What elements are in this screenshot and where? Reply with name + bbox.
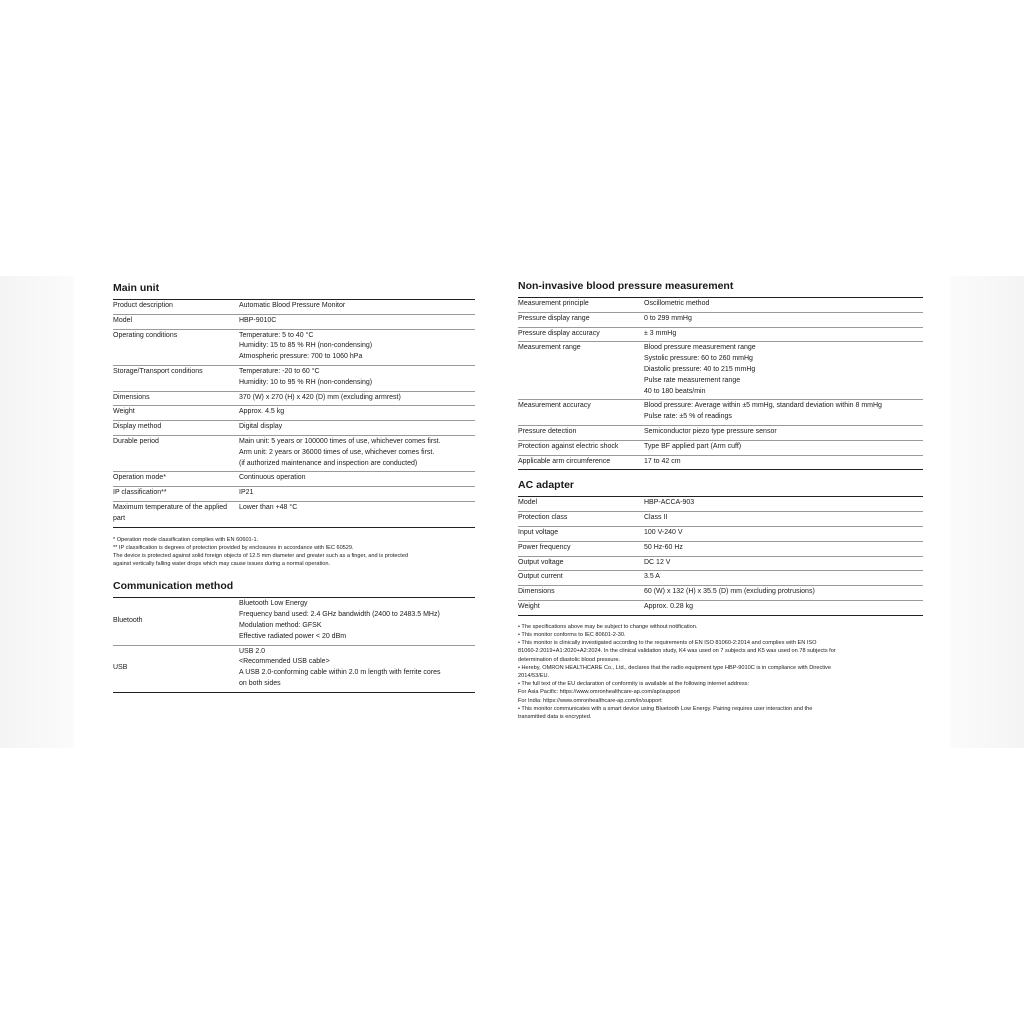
spec-label: Model [518, 497, 644, 512]
nibp-table [518, 297, 923, 470]
note-line: For Asia Pacific: https://www.omronhealthcare-ap.com/ap/support [518, 689, 680, 696]
spec-label: Bluetooth [113, 598, 239, 645]
spec-value-line: Approx. 0.28 kg [644, 602, 694, 610]
note-line: 2014/53/EU. [518, 672, 550, 679]
note-line: transmitted data is encrypted. [518, 713, 592, 720]
table-row [113, 421, 475, 436]
spec-label: Operating conditions [113, 329, 239, 365]
spec-label: Protection class [518, 512, 644, 527]
spec-value-line: Atmospheric pressure: 700 to 1060 hPa [239, 353, 363, 361]
left-margin-shade [0, 276, 74, 748]
spec-label: Measurement range [518, 342, 644, 400]
note-line: The device is protected against solid foreign objects of 12.5 mm diameter and greater such as a finger, and is protected [113, 552, 409, 559]
table-row [518, 425, 923, 440]
communication-table [113, 597, 475, 692]
spec-value [239, 435, 475, 471]
spec-value [239, 421, 475, 436]
table-row [113, 406, 475, 421]
table-row [518, 298, 923, 313]
spec-value-line: A USB 2.0-conforming cable within 2.0 m length with ferrite cores [239, 669, 441, 677]
spec-label: IP classification** [113, 487, 239, 502]
spec-label: USB [113, 663, 128, 671]
main-unit-title: Main unit [113, 282, 160, 294]
nibp-title: Non-invasive blood pressure measurement [518, 280, 734, 292]
note-line: against vertically falling water drops which may cause issues during a normal operation. [113, 561, 331, 568]
spec-value-line: on both sides [239, 679, 281, 687]
spec-label: Dimensions [518, 586, 644, 601]
spec-value-line: Temperature: 5 to 40 °C [239, 331, 314, 339]
spec-value-line: 40 to 180 beats/min [644, 387, 706, 395]
table-row [518, 526, 923, 541]
ac-adapter-title: AC adapter [518, 479, 575, 492]
spec-value-line: Modulation method: GFSK [239, 621, 322, 629]
spec-label: Pressure display accuracy [518, 327, 644, 342]
table-row [113, 645, 475, 692]
spec-label: Operation mode* [113, 472, 239, 487]
spec-value [644, 440, 923, 455]
table-row [518, 327, 923, 342]
note-line: determination of diastolic blood pressure. [518, 656, 620, 663]
spec-value-line: (if authorized maintenance and inspection are conducted) [239, 459, 418, 467]
spec-value [239, 365, 475, 391]
spec-value [239, 314, 475, 329]
spec-value [644, 327, 923, 342]
table-row [113, 501, 475, 527]
table-row [518, 455, 923, 470]
spec-label: Dimensions [113, 391, 239, 406]
spec-value-line: <Recommended USB cable> [239, 658, 330, 666]
spec-label: Storage/Transport conditions [113, 365, 239, 391]
table-row [113, 300, 475, 315]
table-row [518, 400, 923, 426]
table-row [113, 598, 475, 645]
spec-label: Model [113, 314, 239, 329]
spec-label: Output voltage [518, 556, 644, 571]
spec-value-line: Type BF applied part (Arm cuff) [644, 442, 742, 450]
spec-value-line: 3.5 A [644, 573, 660, 581]
spec-value [644, 556, 923, 571]
spec-label: Display method [113, 421, 239, 436]
spec-value-line: 370 (W) x 270 (H) x 420 (D) mm (excluding armrest) [239, 393, 401, 401]
spec-value-line: Oscillometric method [644, 300, 710, 307]
spec-value [644, 571, 923, 586]
spec-value-line: Blood pressure: Average within ±5 mmHg, standard deviation within 8 mmHg [644, 402, 882, 410]
spec-value [644, 312, 923, 327]
spec-value-line: Humidity: 10 to 95 % RH (non-condensing) [239, 378, 373, 386]
table-row [113, 365, 475, 391]
spec-value-line: Diastolic pressure: 40 to 215 mmHg [644, 365, 756, 373]
spec-label: Product description [113, 300, 239, 315]
spec-label: Maximum temperature of the applied part [113, 503, 227, 522]
table-row [518, 512, 923, 527]
spec-value [644, 497, 923, 512]
spec-value [644, 512, 923, 527]
spec-value [239, 391, 475, 406]
spec-value [239, 598, 475, 645]
spec-label: Measurement principle [518, 298, 644, 313]
table-row [518, 497, 923, 512]
note-line: • The specifications above may be subject to change without notification. [518, 623, 698, 630]
table-row [518, 600, 923, 615]
spec-value [644, 298, 923, 313]
spec-label: Input voltage [518, 526, 644, 541]
spec-label: Measurement accuracy [518, 400, 644, 426]
spec-value [644, 342, 923, 400]
table-row [113, 435, 475, 471]
spec-value [644, 541, 923, 556]
spec-value [239, 501, 475, 527]
spec-value-line: Lower than +48 °C [239, 503, 298, 511]
spec-value-line: Bluetooth Low Energy [239, 600, 308, 608]
note-line: • This monitor conforms to IEC 80601-2-30. [518, 631, 626, 638]
spec-label: Applicable arm circumference [518, 457, 611, 465]
spec-value [239, 472, 475, 487]
table-row [113, 487, 475, 502]
spec-label: Durable period [113, 435, 239, 471]
table-row [518, 541, 923, 556]
spec-value-line: Arm unit: 2 years or 36000 times of use, whichever comes first. [239, 448, 435, 456]
spec-value-line: USB 2.0 [239, 647, 266, 655]
spec-value-line: HBP-9010C [239, 316, 277, 324]
spec-value [644, 400, 923, 426]
spec-value [239, 645, 475, 692]
spec-value-line: Frequency band used: 2.4 GHz bandwidth (2400 to 2483.5 MHz) [239, 611, 440, 619]
spec-label: Pressure display range [518, 312, 644, 327]
main-unit-table [113, 299, 475, 528]
spec-value-line: Continuous operation [239, 474, 306, 482]
spec-value-line: Approx. 4.5 kg [239, 408, 285, 416]
table-row [518, 571, 923, 586]
spec-value-line: Main unit: 5 years or 100000 times of use, whichever comes first. [239, 437, 441, 445]
spec-value-line: Temperature: -20 to 60 °C [239, 367, 320, 375]
table-row [113, 329, 475, 365]
spec-value-line: ± 3 mmHg [644, 329, 677, 337]
spec-value-line: IP21 [239, 489, 254, 497]
spec-value [644, 600, 923, 615]
table-row [113, 391, 475, 406]
ac-adapter-notes [518, 623, 923, 721]
note-line: * Operation mode classification complies with EN 60601-1. [113, 536, 259, 543]
spec-value [644, 526, 923, 541]
spec-value [644, 455, 923, 470]
spec-value-line: Pulse rate: ±5 % of readings [644, 413, 732, 421]
note-line: For India: https://www.omronhealthcare-ap.com/in/support [518, 697, 662, 704]
spec-value [239, 300, 475, 315]
spec-value-line: 50 Hz-60 Hz [644, 543, 683, 551]
right-page [512, 276, 950, 748]
spec-value [644, 586, 923, 601]
ac-adapter-table [518, 496, 923, 615]
note-line: • This monitor communicates with a smart device using Bluetooth Low Energy. Pairing requires user interaction and the [518, 705, 813, 712]
spec-label: Weight [518, 602, 540, 610]
table-row [518, 312, 923, 327]
spec-value-line: Automatic Blood Pressure Monitor [239, 302, 346, 309]
spec-value-line: 60 (W) x 132 (H) x 35.5 (D) mm (excluding protrusions) [644, 588, 815, 596]
spec-label: Protection against electric shock [518, 440, 644, 455]
communication-title: Communication method [113, 580, 234, 593]
spec-value-line: 100 V-240 V [644, 528, 683, 536]
left-page [74, 276, 512, 748]
note-line: ** IP classification is degrees of protection provided by enclosures in accordance with IEC 60529. [113, 544, 354, 551]
table-row [113, 314, 475, 329]
spec-value-line: Semiconductor piezo type pressure sensor [644, 427, 777, 435]
spec-value-line: Humidity: 15 to 85 % RH (non-condensing) [239, 342, 373, 350]
spec-value-line: Digital display [239, 423, 283, 431]
spec-label: Power frequency [518, 541, 644, 556]
note-line: 81060-2:2019+A1:2020+A2:2024. In the clinical validation study, K4 was used on 7 subjects and K5 was used on 78 subjects for [518, 648, 836, 655]
table-row [518, 342, 923, 400]
table-row [113, 472, 475, 487]
table-row [518, 586, 923, 601]
spec-label: Pressure detection [518, 425, 644, 440]
spec-value [644, 425, 923, 440]
right-margin-shade [950, 276, 1024, 748]
spec-value [239, 406, 475, 421]
spec-value-line: DC 12 V [644, 558, 671, 566]
spec-value-line: Pulse rate measurement range [644, 376, 741, 384]
spec-value-line: 0 to 299 mmHg [644, 314, 692, 322]
main-unit-notes [113, 536, 475, 569]
spec-label: Output current [518, 571, 644, 586]
spec-value-line: Blood pressure measurement range [644, 344, 756, 352]
spec-value [239, 487, 475, 502]
spec-label: Weight [113, 406, 239, 421]
spec-value [239, 329, 475, 365]
spec-value-line: HBP-ACCA-903 [644, 499, 695, 507]
spec-value-line: Effective radiated power < 20 dBm [239, 632, 347, 640]
table-row [518, 556, 923, 571]
spec-value-line: Systolic pressure: 60 to 260 mmHg [644, 355, 753, 363]
note-line: • This monitor is clinically investigated according to the requirements of EN ISO 81060-2:2014 and complies with EN ISO [518, 640, 817, 647]
table-row [518, 440, 923, 455]
note-line: • Hereby, OMRON HEALTHCARE Co., Ltd., declares that the radio equipment type HBP-9010C is in compliance with Directive [518, 664, 831, 671]
spec-value-line: Class II [644, 514, 668, 522]
note-line: • The full text of the EU declaration of conformity is available at the following internet address: [518, 681, 750, 688]
spec-value-line: 17 to 42 cm [644, 457, 681, 465]
